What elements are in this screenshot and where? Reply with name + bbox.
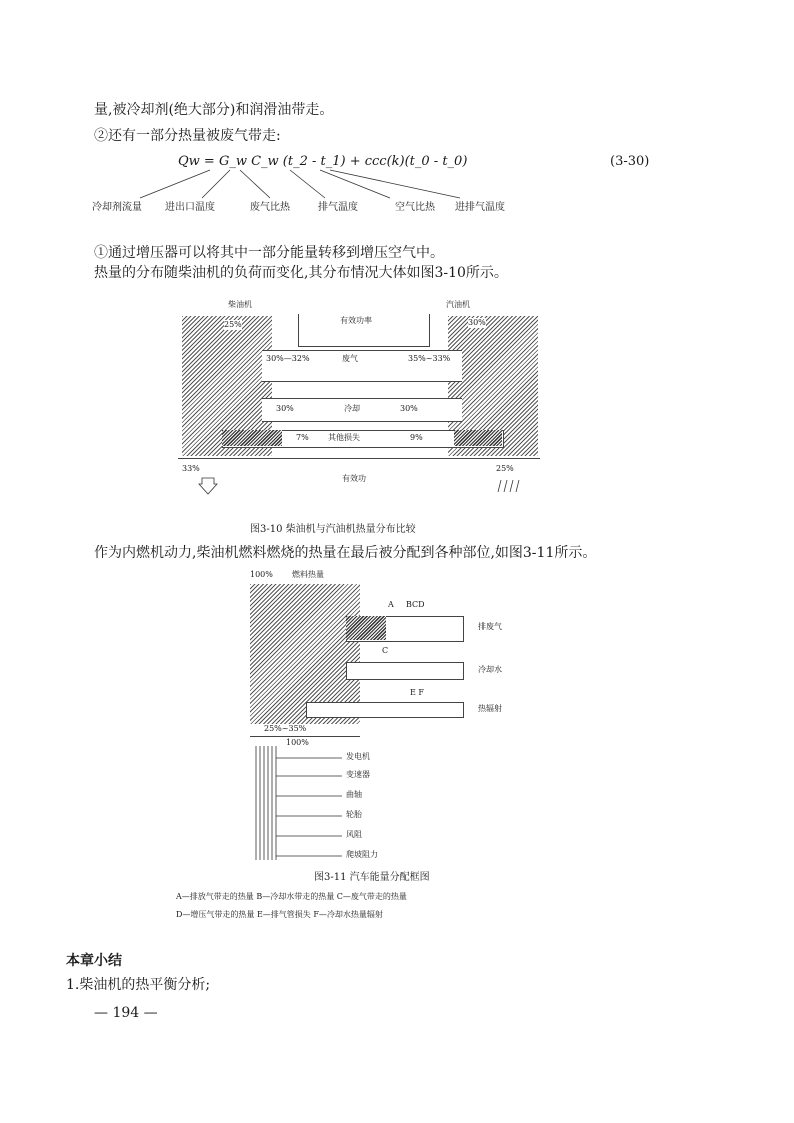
figure-3-10 (178, 300, 540, 510)
fig10-left-title: 柴油机 (228, 300, 252, 309)
fig10-bottom-center: 有效功 (342, 474, 366, 483)
fig11-cooling-band (346, 662, 464, 680)
eq-label-1: 进出口温度 (165, 202, 215, 213)
equation-number: (3-30) (610, 154, 650, 169)
figure-3-11-note-2: D—增压气带走的热量 E—排气管损失 F—冷却水热量辐射 (176, 910, 383, 919)
fig10-right-title: 汽油机 (446, 300, 470, 309)
figure-3-10-caption: 图3-10 柴油机与汽油机热量分布比较 (250, 524, 416, 535)
fig11-top-label: 燃料热量 (292, 570, 324, 579)
figure-3-11-note-1: A—排放气带走的热量 B—冷却水带走的热量 C—废气带走的热量 (176, 892, 407, 901)
fig11-right-cooling: 冷却水 (478, 665, 502, 674)
summary-item-1: 1.柴油机的热平衡分析; (66, 977, 211, 993)
fig10-exhaust-label: 废气 (342, 354, 358, 363)
fig11-radiation-band (306, 702, 464, 718)
fig11-label-BCD: BCD (406, 600, 425, 609)
fig10-misc-hatch-left (222, 430, 282, 446)
fig10-center-top: 有效功率 (340, 316, 372, 325)
arrows-down-icon (496, 480, 526, 496)
equation: Qw = G_w C_w (t_2 - t_1) + ccc(k)(t_0 - t_0) (178, 154, 468, 169)
fig11-item-2: 曲轴 (346, 790, 362, 799)
fig11-right-radiation: 热辐射 (478, 704, 502, 713)
fig10-cool-right: 30% (400, 404, 418, 413)
fig10-misc-right: 9% (410, 433, 423, 442)
fig10-right-top-pct: 30% (468, 318, 486, 327)
eq-label-4: 空气比热 (395, 202, 435, 213)
paragraph-line-4: 热量的分布随柴油机的负荷而变化,其分布情况大体如图3-10所示。 (94, 265, 508, 281)
fig11-item-3: 轮胎 (346, 810, 362, 819)
fig11-item-0: 发电机 (346, 752, 370, 761)
paragraph-line-3: ①通过增压器可以将其中一部分能量转移到增压空气中。 (94, 245, 444, 261)
paragraph-line-2: ②还有一部分热量被废气带走: (94, 128, 281, 144)
fig11-label-C: C (382, 646, 389, 655)
arrow-down-icon (198, 476, 218, 496)
figure-3-11-caption: 图3-11 汽车能量分配框图 (314, 872, 430, 883)
fig11-label-EF: E F (410, 688, 424, 697)
fig11-divider (250, 736, 360, 737)
fig10-misc-hatch-right (454, 430, 502, 446)
summary-heading: 本章小结 (66, 953, 122, 969)
eq-label-0: 冷却剂流量 (92, 202, 142, 213)
fig11-top-pct: 100% (250, 570, 273, 579)
paragraph-line-5: 作为内燃机动力,柴油机燃料燃烧的热量在最后被分配到各种部位,如图3-11所示。 (94, 545, 597, 561)
fig11-item-1: 变速器 (346, 770, 370, 779)
fig10-left-top-pct: 25% (224, 320, 242, 329)
fig10-exhaust-left: 30%—32% (266, 354, 310, 363)
fig11-item-5: 爬坡阻力 (346, 850, 378, 859)
equation-leader-lines (90, 168, 510, 204)
fig11-pct-100: 100% (286, 738, 309, 747)
fig11-pct-25-35: 25%~35% (264, 724, 307, 733)
fig10-misc-left: 7% (296, 433, 309, 442)
fig11-label-A: A (388, 600, 394, 609)
fig11-right-exhaust: 排废气 (478, 622, 502, 631)
fig10-bottom-left: 33% (182, 464, 200, 473)
fig10-exhaust-right: 35%~33% (408, 354, 451, 363)
fig11-item-4: 风阻 (346, 830, 362, 839)
fig10-baseline (178, 458, 540, 459)
fig11-exhaust-hatch (346, 616, 386, 640)
page-number: — 194 — (94, 1005, 158, 1021)
fig11-branch-lines (250, 746, 360, 866)
figure-3-11 (246, 570, 546, 870)
fig10-bottom-right: 25% (496, 464, 514, 473)
eq-label-2: 废气比热 (250, 202, 290, 213)
fig10-cool-left: 30% (276, 404, 294, 413)
fig10-cool-label: 冷却 (344, 404, 360, 413)
eq-label-3: 排气温度 (318, 202, 358, 213)
fig10-misc-label: 其他损失 (328, 433, 360, 442)
eq-label-5: 进排气温度 (455, 202, 505, 213)
paragraph-line-1: 量,被冷却剂(绝大部分)和润滑油带走。 (94, 102, 334, 118)
